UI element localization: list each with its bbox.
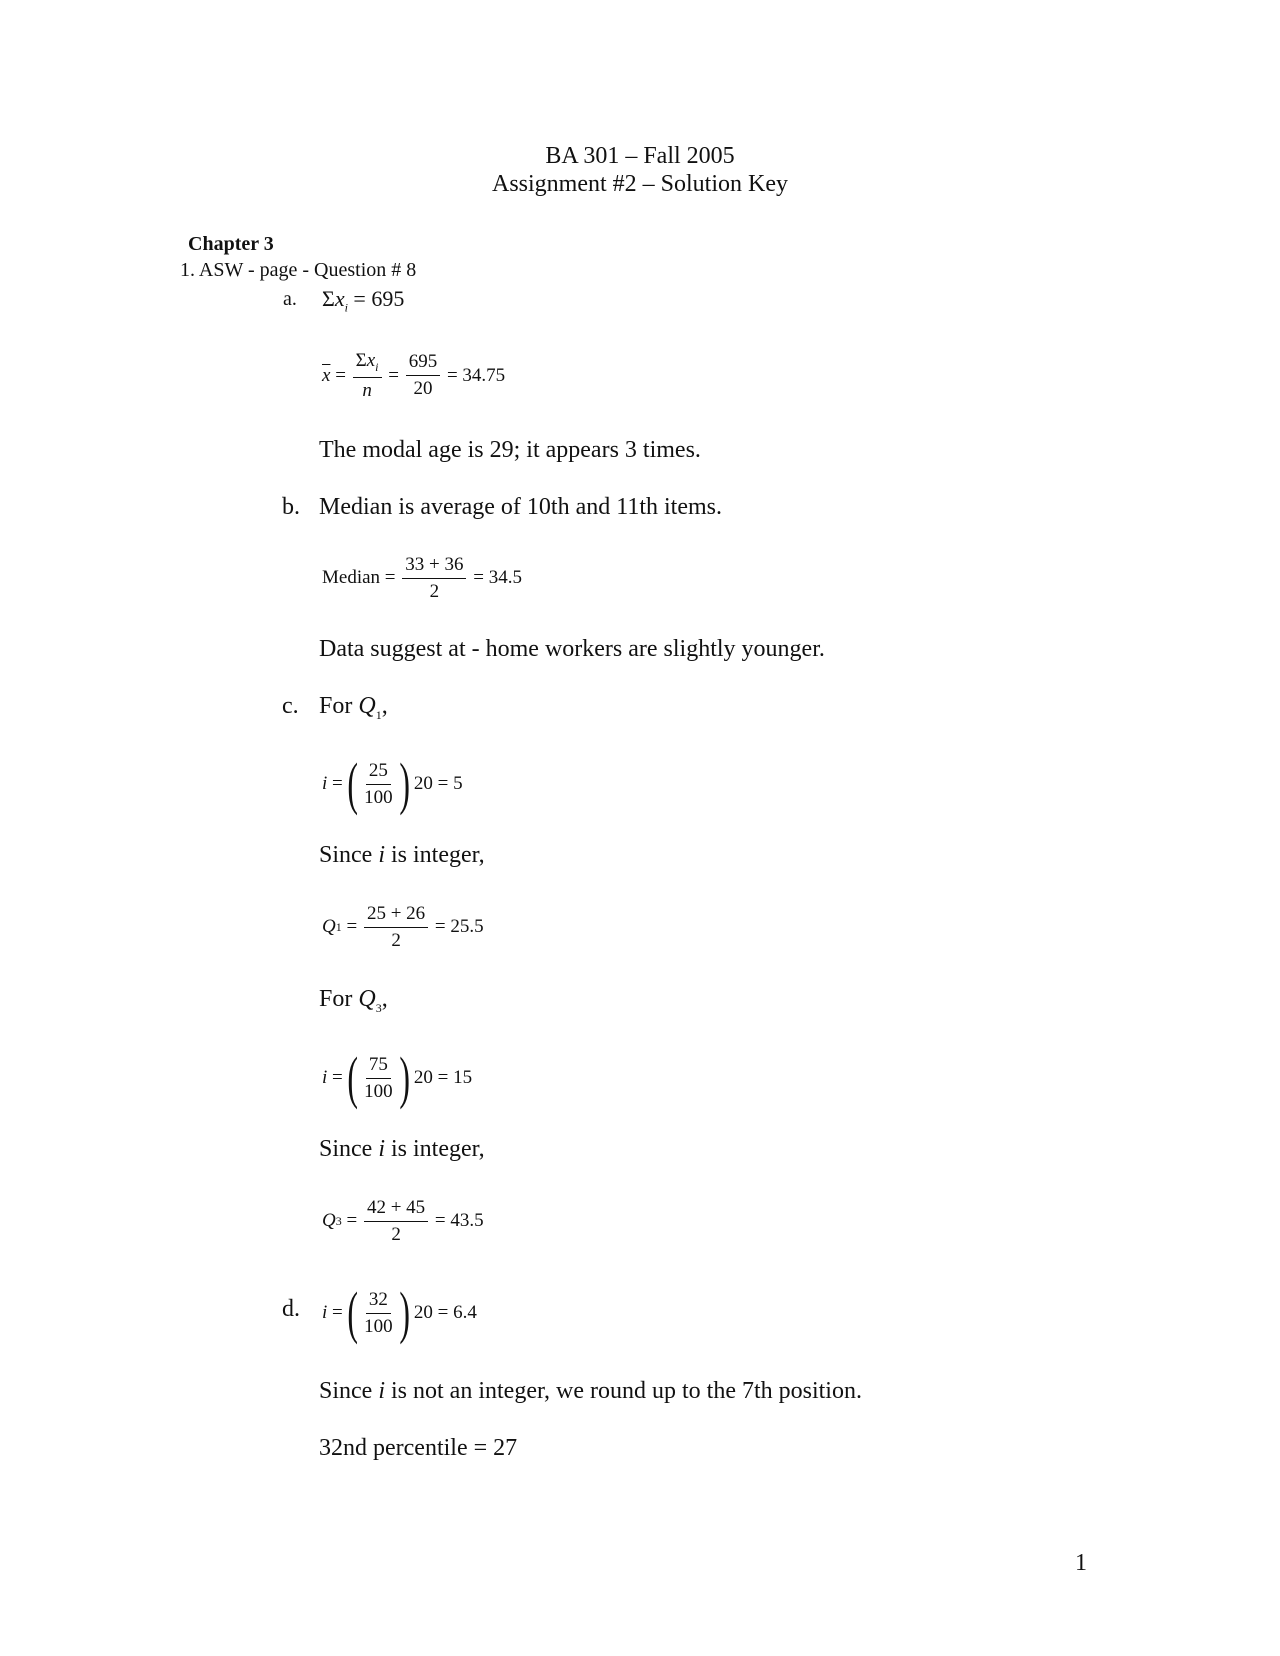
q1-i-result: 20 = 5 bbox=[413, 773, 463, 794]
q1-subscript: 1 bbox=[375, 707, 382, 722]
q1-i-equation: i = ( $\frac{25}{100}$ ) 20 = 5 bbox=[322, 751, 463, 816]
page-number: 1 bbox=[1075, 1550, 1087, 1576]
mean-fraction-2-den: 20 bbox=[413, 378, 433, 400]
q1-symbol: Q bbox=[358, 693, 376, 719]
mean-equation: $\overline{x}$ = $\frac{\Sigma x_i}{n}$ = $\frac{695}{20}$ = 34.75 bbox=[322, 350, 506, 401]
median-fraction-num: 33 + 36 bbox=[402, 554, 466, 579]
q3-i-den: 100 bbox=[364, 1080, 393, 1102]
since-integer-1: Since i is integer, bbox=[319, 842, 485, 868]
q3-equation: Q 3 = $\frac{42 + 45}{2}$ = 43.5 bbox=[322, 1197, 484, 1245]
median-result: = 34.5 bbox=[473, 567, 522, 589]
left-paren: ( bbox=[347, 1280, 358, 1345]
question-heading: 1. ASW - page - Question # 8 bbox=[180, 259, 417, 281]
chapter-heading: Chapter 3 bbox=[188, 233, 274, 255]
since-1-pre: Since bbox=[319, 842, 373, 868]
percentile-result: 32nd percentile = 27 bbox=[319, 1435, 518, 1461]
conclusion-text: Data suggest at - home workers are slightly younger. bbox=[319, 636, 825, 662]
mean-result: = 34.75 bbox=[446, 364, 506, 386]
since-1-post: is integer, bbox=[391, 842, 485, 868]
q1-i-num: 25 bbox=[366, 760, 391, 785]
d-i-den: 100 bbox=[364, 1315, 393, 1337]
since-2-pre: Since bbox=[319, 1136, 373, 1162]
q3-subscript: 3 bbox=[375, 1000, 382, 1015]
left-paren: ( bbox=[347, 751, 358, 816]
median-equation bbox=[322, 554, 522, 603]
right-paren: ) bbox=[398, 1280, 410, 1345]
q1-fraction-num: 25 + 26 bbox=[364, 903, 428, 928]
q3-fraction bbox=[364, 1197, 428, 1246]
mean-fraction-2 bbox=[406, 351, 441, 400]
q3-i-num: 75 bbox=[366, 1054, 391, 1079]
part-c-label: c. bbox=[282, 693, 299, 719]
q3-symbol: Q bbox=[358, 986, 376, 1012]
document-title: BA 301 – Fall 2005 bbox=[545, 143, 735, 169]
q1-i-fraction bbox=[364, 760, 393, 809]
median-intro: Median is average of 10th and 11th items. bbox=[319, 494, 723, 520]
q1-i-den: 100 bbox=[364, 786, 393, 808]
q1-fraction-den: 2 bbox=[391, 929, 401, 951]
since-2-post: is integer, bbox=[391, 1136, 485, 1162]
since-3-pre: Since bbox=[319, 1378, 373, 1404]
q1-fraction bbox=[364, 903, 428, 952]
q3-i-fraction bbox=[364, 1054, 393, 1103]
sum-value: = 695 bbox=[353, 286, 405, 311]
mode-text: The modal age is 29; it appears 3 times. bbox=[319, 437, 701, 463]
q3-i-result: 20 = 15 bbox=[413, 1067, 473, 1088]
mean-fraction-1-num: $\Sigma x_i$ bbox=[353, 350, 382, 378]
q3-i-equation: i = ( $\frac{75}{100}$ ) 20 = 15 bbox=[322, 1045, 473, 1110]
mean-fraction-1 bbox=[353, 350, 382, 401]
d-i-num: 32 bbox=[366, 1289, 391, 1314]
d-i-equation: i = ( $\frac{32}{100}$ ) 20 = 6.4 bbox=[322, 1280, 477, 1345]
part-d-label: d. bbox=[282, 1296, 300, 1322]
sum-equation bbox=[322, 286, 404, 315]
left-paren: ( bbox=[347, 1045, 358, 1110]
q3-intro: For $Q_3$, bbox=[319, 986, 388, 1015]
mean-fraction-2-num: 695 bbox=[406, 351, 441, 376]
q1-equation: Q 1 = $\frac{25 + 26}{2}$ = 25.5 bbox=[322, 903, 484, 951]
sum-symbol: $\Sigma x_i$ bbox=[322, 286, 348, 315]
mean-fraction-1-den: n bbox=[362, 379, 372, 401]
q1-result: = 25.5 bbox=[434, 916, 484, 938]
mean-symbol: $\overline{x}$ bbox=[322, 364, 331, 386]
q3-result: = 43.5 bbox=[434, 1210, 484, 1232]
q1-intro-text: For bbox=[319, 693, 353, 719]
q3-fraction-num: 42 + 45 bbox=[364, 1197, 428, 1222]
d-i-result: 20 = 6.4 bbox=[413, 1302, 477, 1323]
part-a-label: a. bbox=[283, 288, 297, 310]
d-i-fraction bbox=[364, 1289, 393, 1338]
median-label: Median = bbox=[322, 567, 396, 589]
since-not-integer: Since i is not an integer, we round up to the 7th position. bbox=[319, 1378, 862, 1404]
q1-intro: For $Q_1$, bbox=[319, 693, 388, 722]
document-subtitle: Assignment #2 – Solution Key bbox=[491, 171, 788, 197]
q3-fraction-den: 2 bbox=[391, 1223, 401, 1245]
right-paren: ) bbox=[398, 1045, 410, 1110]
part-b-label: b. bbox=[282, 494, 300, 520]
since-3-post: is not an integer, we round up to the 7th position. bbox=[391, 1378, 862, 1404]
right-paren: ) bbox=[398, 751, 410, 816]
median-fraction bbox=[402, 554, 466, 603]
since-integer-2: Since i is integer, bbox=[319, 1136, 485, 1162]
q3-intro-text: For bbox=[319, 986, 353, 1012]
median-fraction-den: 2 bbox=[429, 580, 440, 602]
i-symbol: i bbox=[322, 773, 328, 794]
